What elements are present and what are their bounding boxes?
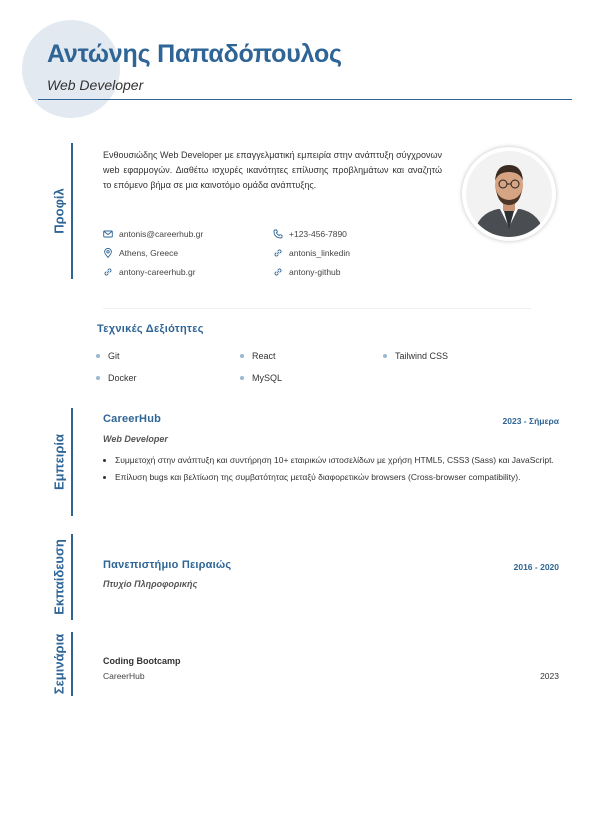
contact-linkedin[interactable]: antonis_linkedin: [273, 248, 350, 258]
section-label-profile: Προφίλ: [51, 188, 67, 234]
bullet-dot: [96, 376, 100, 380]
mail-icon: [103, 229, 113, 239]
bullet-dot: [240, 376, 244, 380]
section-bar-profile: [71, 143, 73, 279]
contact-location: Athens, Greece: [103, 248, 178, 258]
skill-item: Git: [96, 351, 120, 361]
link-icon: [273, 267, 283, 277]
seminar-org: CareerHub: [103, 671, 145, 681]
candidate-name: Αντώνης Παπαδόπουλος: [47, 40, 342, 68]
list-item: • Επίλυση bugs και βελτίωση της συμβατότητας μεταξύ διαφορετικών browsers (Cross-browser compatibility).: [115, 470, 571, 485]
section-label-experience: Εμπειρία: [51, 433, 67, 491]
education-degree: Πτυχίο Πληροφορικής: [103, 579, 198, 589]
skill-item: MySQL: [240, 373, 282, 383]
seminar-title: Coding Bootcamp: [103, 656, 181, 666]
section-bar-seminars: [71, 632, 73, 696]
contact-github[interactable]: antony-github: [273, 267, 341, 277]
list-item: • Συμμετοχή στην ανάπτυξη και συντήρηση 10+ εταιρικών ιστοσελίδων με χρήση HTML5, CSS3 (Sass) και JavaScript.: [115, 453, 571, 468]
header-divider: [38, 99, 572, 100]
profile-summary: Ενθουσιώδης Web Developer με επαγγελματική εμπειρία στην ανάπτυξη σύγχρονων web εφαρμογών. Διαθέτω ισχυρές ικανότητες επίλυσης προβλημάτων και αναζητώ το επόμενο βήμα σε μια καινοτόμο ομάδα ανάπτυξης.: [103, 150, 442, 191]
location-pin-icon: [103, 248, 113, 258]
section-label-education: Εκπαίδευση: [51, 539, 67, 615]
candidate-role: Web Developer: [47, 77, 144, 93]
contact-email[interactable]: antonis@careerhub.gr: [103, 229, 203, 239]
education-dates: 2016 - 2020: [513, 562, 559, 572]
education-school: Πανεπιστήμιο Πειραιώς: [103, 559, 232, 571]
bullet-dot: [240, 354, 244, 358]
profile-divider: [103, 308, 531, 309]
experience-bullets: [103, 453, 571, 488]
experience-company: CareerHub: [103, 413, 162, 425]
link-icon: [103, 267, 113, 277]
seminar-year: 2023: [540, 671, 559, 681]
skills-title: Τεχνικές Δεξιότητες: [97, 323, 204, 335]
contact-phone[interactable]: +123-456-7890: [273, 229, 347, 239]
phone-icon: [273, 229, 283, 239]
experience-dates: 2023 - Σήμερα: [502, 416, 559, 426]
experience-title: Web Developer: [103, 434, 168, 444]
bullet-dot: [96, 354, 100, 358]
profile-photo: [462, 147, 556, 241]
skill-item: Tailwind CSS: [383, 351, 448, 361]
section-label-seminars: Σεμινάρια: [51, 633, 67, 695]
header-decor-circle: [22, 20, 120, 118]
section-bar-experience: [71, 408, 73, 516]
bullet-dot: [383, 354, 387, 358]
skill-item: Docker: [96, 373, 137, 383]
section-bar-education: [71, 534, 73, 620]
link-icon: [273, 248, 283, 258]
contact-website[interactable]: antony-careerhub.gr: [103, 267, 196, 277]
skill-item: React: [240, 351, 276, 361]
